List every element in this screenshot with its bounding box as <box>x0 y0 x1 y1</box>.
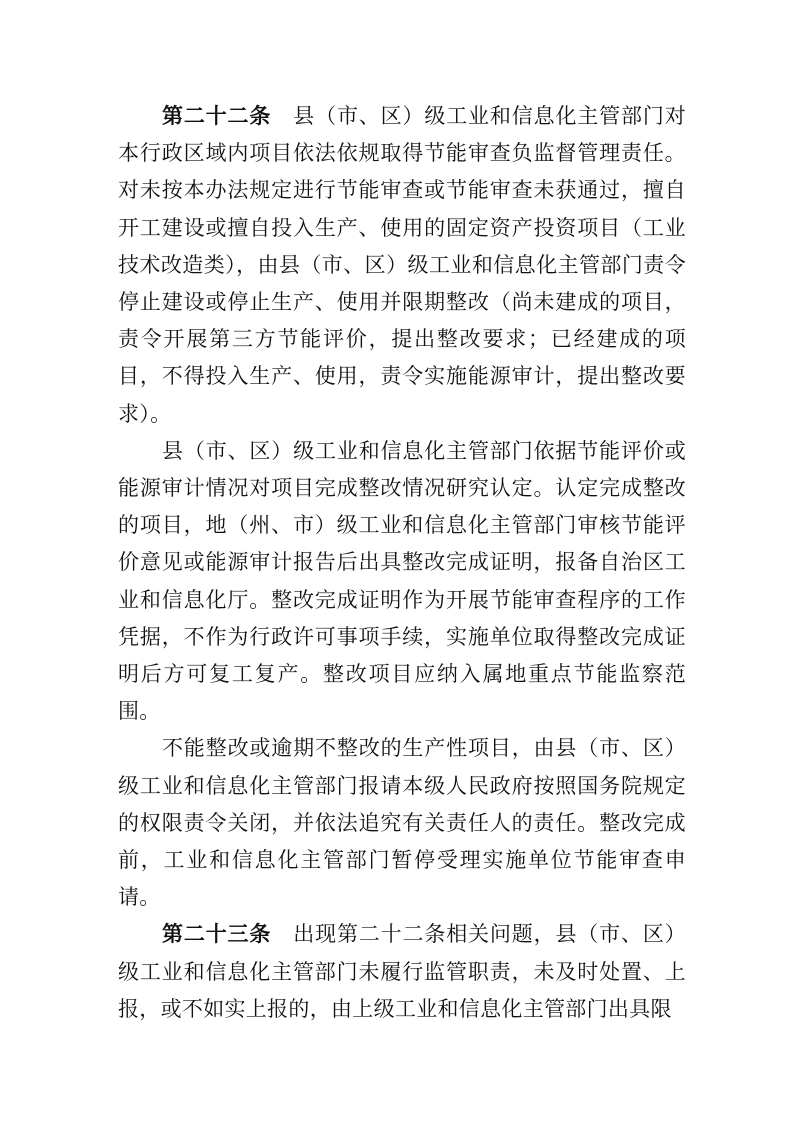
article-23-text-1: 出现第二十二条相关问题，县（市、区）级工业和信息化主管部门未履行监管职责，未及时处置、上报，或不如实上报的，由上级工业和信息化主管部门出具限 <box>118 922 686 1021</box>
article-22-paragraph-3: 不能整改或逾期不整改的生产性项目，由县（市、区）级工业和信息化主管部门报请本级人民政府按照国务院规定的权限责令关闭，并依法追究有关责任人的责任。整改完成前，工业和信息化主管部门暂停受理实施单位节能审查申请。 <box>118 736 686 910</box>
document-page <box>118 98 686 1028</box>
article-22-paragraph-1 <box>118 98 686 433</box>
article-23-heading: 第二十三条 <box>162 922 272 947</box>
article-22-heading: 第二十二条 <box>162 104 272 128</box>
article-23-paragraph-1 <box>118 916 686 1028</box>
article-22-paragraph-2: 县（市、区）级工业和信息化主管部门依据节能评价或能源审计情况对项目完成整改情况研究认定。认定完成整改的项目，地（州、市）级工业和信息化主管部门审核节能评价意见或能源审计报告后出具整改完成证明，报备自治区工业和信息化厅。整改完成证明作为开展节能审查程序的工作凭据，不作为行政许可事项手续，实施单位取得整改完成证明后方可复工复产。整改项目应纳入属地重点节能监察范围。 <box>118 438 686 724</box>
article-22-text-1: 县（市、区）级工业和信息化主管部门对本行政区域内项目依法依规取得节能审查负监督管理责任。对未按本办法规定进行节能审查或节能审查未获通过，擅自开工建设或擅自投入生产、使用的固定资产投资项目（工业技术改造类），由县（市、区）级工业和信息化主管部门责令停止建设或停止生产、使用并限期整改（尚未建成的项目，责令开展第三方节能评价，提出整改要求；已经建成的项目，不得投入生产、使用，责令实施能源审计，提出整改要求）。 <box>118 104 686 426</box>
